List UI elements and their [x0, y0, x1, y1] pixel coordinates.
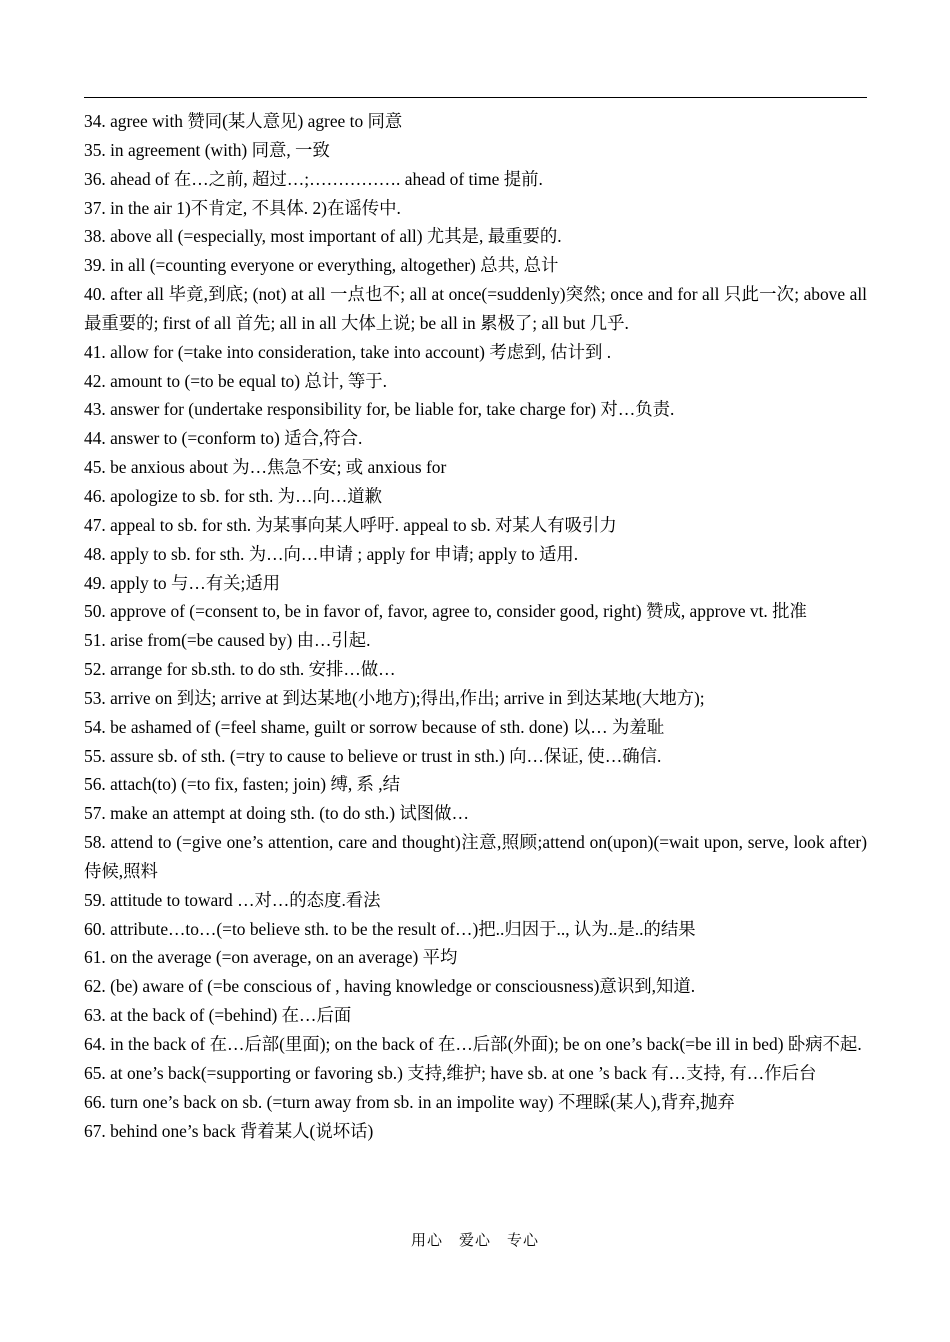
list-item: 49. apply to 与…有关;适用: [84, 572, 281, 593]
list-item: 45. be anxious about 为…焦急不安; 或 anxious for: [84, 457, 447, 478]
list-item: 47. appeal to sb. for sth. 为某事向某人呼吁. appeal to sb. 对某人有吸引力: [84, 514, 617, 535]
list-item: 36. ahead of 在…之前, 超过…;……………. ahead of time 提前.: [84, 168, 543, 189]
list-item: 54. be ashamed of (=feel shame, guilt or sorrow because of sth. done) 以… 为羞耻: [84, 716, 665, 737]
list-item: 53. arrive on 到达; arrive at 到达某地(小地方);得出,作出; arrive in 到达某地(大地方);: [84, 687, 705, 708]
list-item: 58. attend to (=give one’s attention, care and thought)注意,照顾;attend on(upon)(=wait upon, serve, look after) 侍候,照料: [84, 832, 867, 881]
list-item: 59. attitude to toward …对…的态度.看法: [84, 889, 381, 910]
list-item: 62. (be) aware of (=be conscious of , having knowledge or consciousness)意识到,知道.: [84, 976, 696, 997]
page-footer: 用心 爱心 专心: [410, 1233, 539, 1249]
list-item: 39. in all (=counting everyone or everything, altogether) 总共, 总计: [84, 255, 559, 276]
list-item: 50. approve of (=consent to, be in favor of, favor, agree to, consider good, right) 赞成, approve vt. 批准: [84, 601, 807, 622]
list-item: 34. agree with 赞同(某人意见) agree to 同意: [84, 111, 403, 131]
list-item: 63. at the back of (=behind) 在…后面: [84, 1005, 352, 1026]
list-item: 44. answer to (=conform to) 适合,符合.: [84, 428, 363, 449]
list-item: 51. arise from(=be caused by) 由…引起.: [84, 630, 371, 651]
list-item: 60. attribute…to…(=to believe sth. to be the result of…)把..归因于.., 认为..是..的结果: [84, 918, 696, 939]
list-item: 66. turn one’s back on sb. (=turn away from sb. in an impolite way) 不理睬(某人),背弃,抛弃: [84, 1091, 735, 1112]
list-item: 64. in the back of 在…后部(里面); on the back of 在…后部(外面); be on one’s back(=be ill in bed) 卧病不起.: [84, 1034, 862, 1054]
list-item: 52. arrange for sb.sth. to do sth. 安排…做…: [84, 659, 396, 680]
list-item: 61. on the average (=on average, on an average) 平均: [84, 947, 458, 968]
list-item: 55. assure sb. of sth. (=try to cause to believe or trust in sth.) 向…保证, 使…确信.: [84, 745, 662, 766]
list-item: 40. after all 毕竟,到底; (not) at all 一点也不; all at once(=suddenly)突然; once and for all 只此一次; above all 最重要的; first of all 首先; all in all 大体上说; be all in 累极了; all but 几乎.: [84, 284, 867, 333]
header-rule: [84, 97, 867, 98]
list-item: 48. apply to sb. for sth. 为…向…申请 ; apply for 申请; apply to 适用.: [84, 543, 579, 564]
list-item: 57. make an attempt at doing sth. (to do sth.) 试图做…: [84, 803, 469, 824]
list-item: 38. above all (=especially, most important of all) 尤其是, 最重要的.: [84, 226, 562, 247]
list-item: 65. at one’s back(=supporting or favoring sb.) 支持,维护; have sb. at one ’s back 有…支持, 有…作后台: [84, 1062, 817, 1083]
list-item: 41. allow for (=take into consideration, take into account) 考虑到, 估计到 .: [84, 341, 612, 362]
phrase-list: [84, 107, 867, 1145]
list-item: 56. attach(to) (=to fix, fasten; join) 缚, 系 ,结: [84, 774, 401, 795]
list-item: 35. in agreement (with) 同意, 一致: [84, 139, 330, 160]
list-item: 46. apologize to sb. for sth. 为…向…道歉: [84, 485, 383, 506]
list-item: 37. in the air 1)不肯定, 不具体. 2)在谣传中.: [84, 197, 401, 218]
list-item: 42. amount to (=to be equal to) 总计, 等于.: [84, 370, 387, 391]
list-item: 67. behind one’s back 背着某人(说坏话): [84, 1120, 374, 1141]
list-item: 43. answer for (undertake responsibility for, be liable for, take charge for) 对…负责.: [84, 399, 675, 420]
